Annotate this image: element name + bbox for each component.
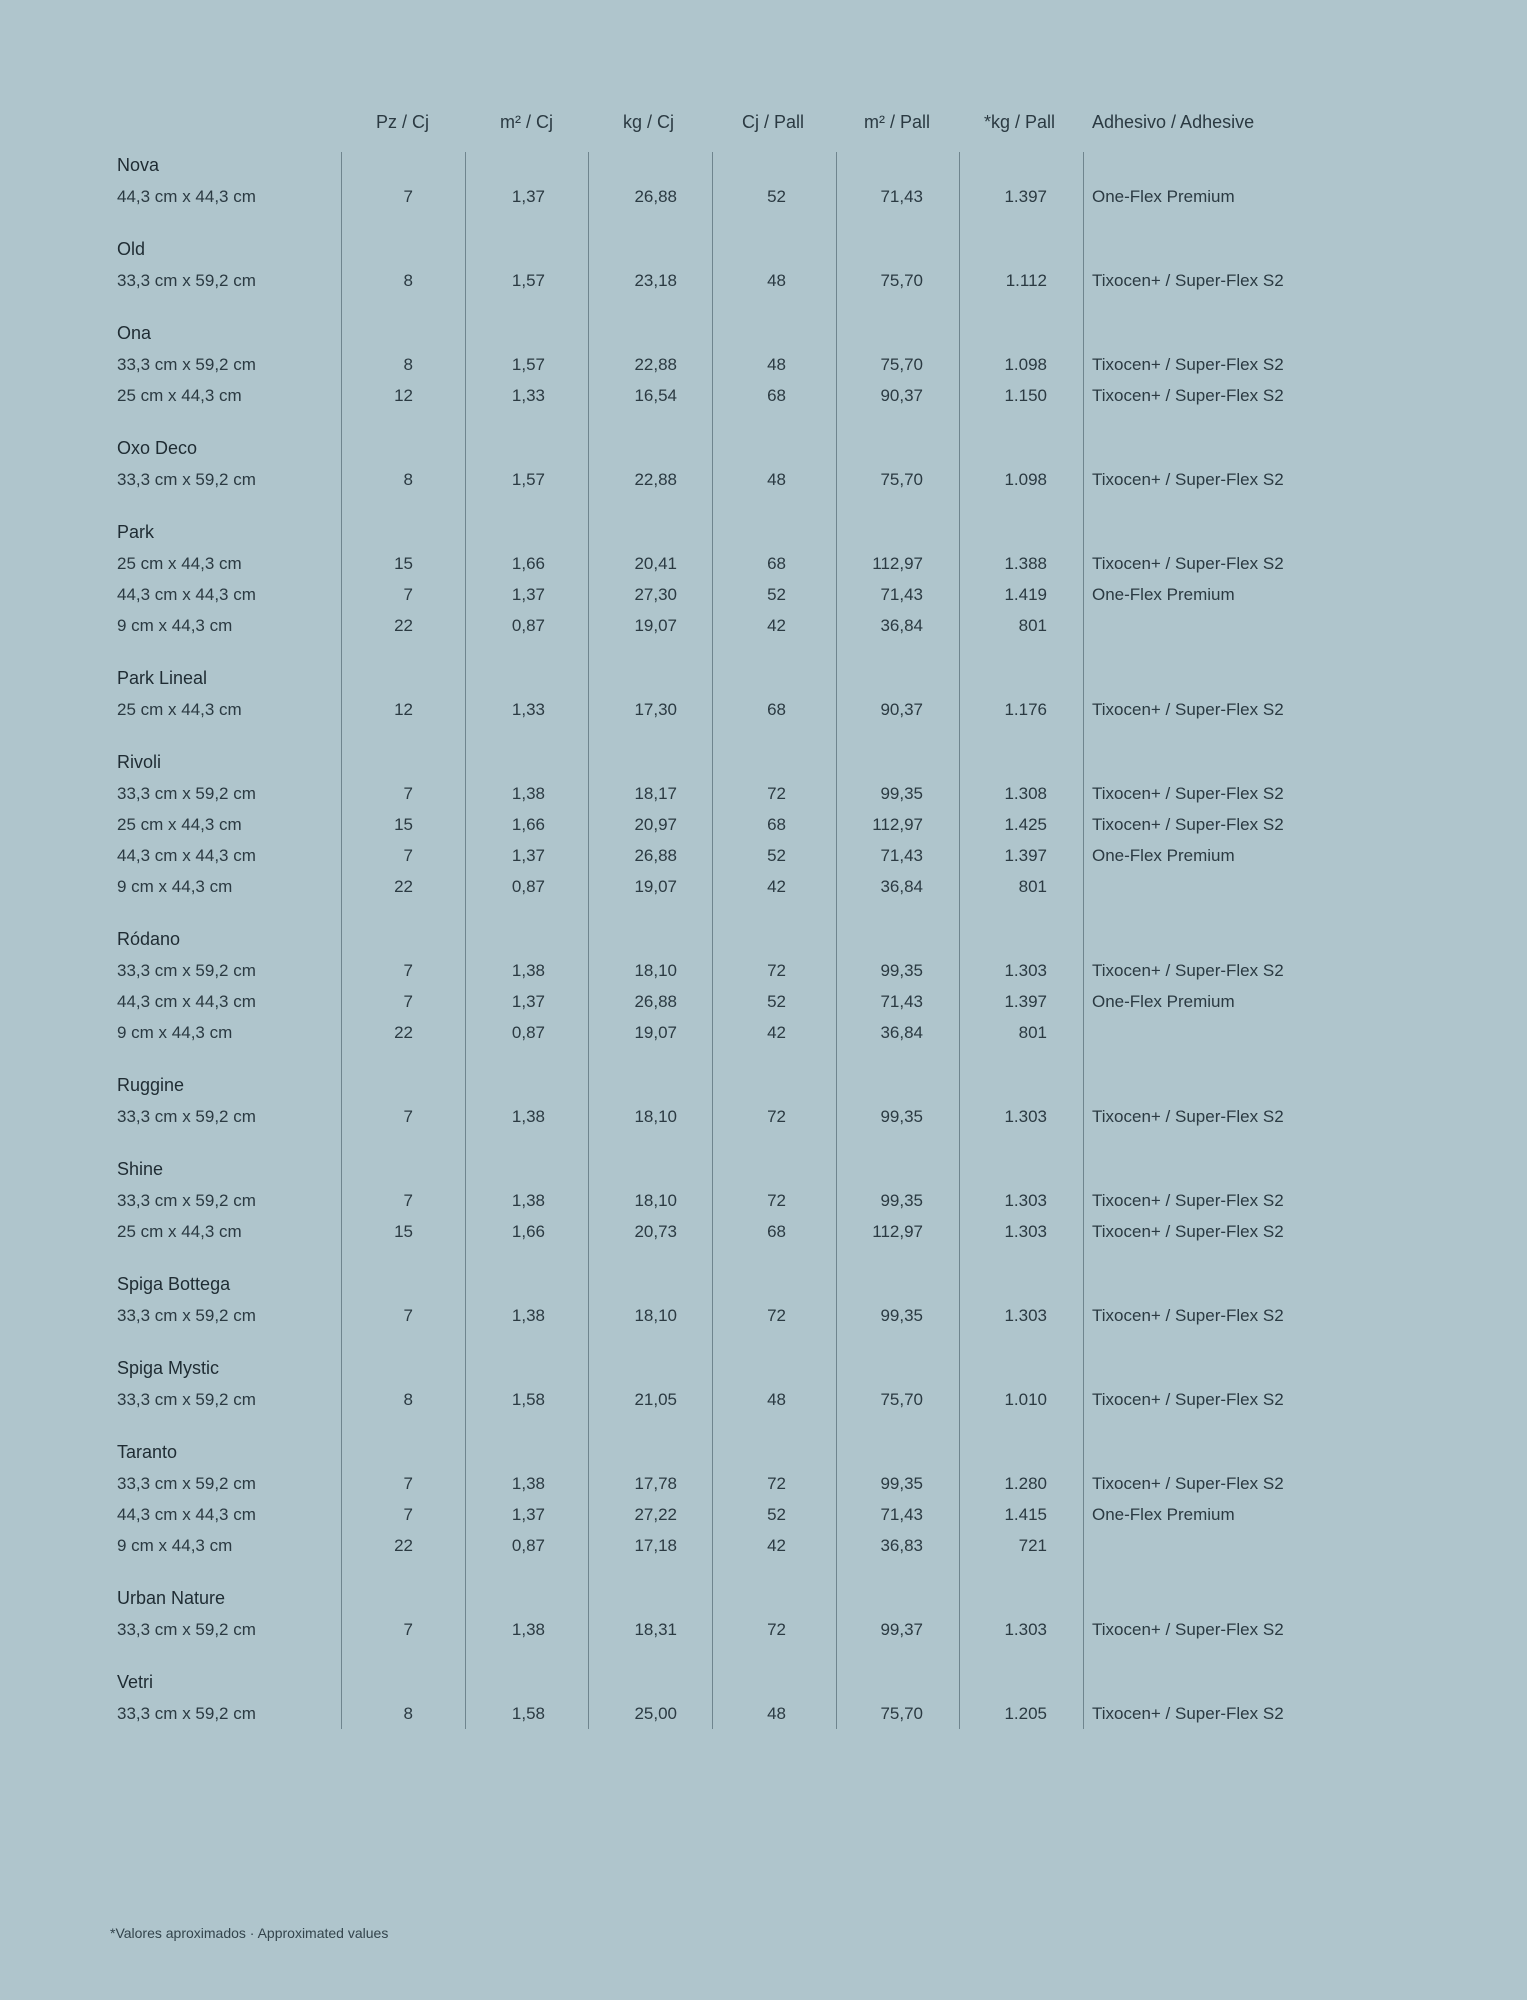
table-row [0,871,1527,902]
cell-size: 33,3 cm x 59,2 cm [117,1620,256,1639]
cell-size: 33,3 cm x 59,2 cm [117,961,256,980]
cell-pz-cj: 8 [403,1704,413,1723]
cell-kg-pall: 1.303 [1004,1191,1047,1210]
cell-m2-cj: 1,66 [511,815,545,834]
product-name: Nova [117,155,160,175]
cell-cj-pall: 42 [767,1023,786,1042]
cell-adhesive: Tixocen+ / Super-Flex S2 [1092,386,1284,405]
cell-adhesive: Tixocen+ / Super-Flex S2 [1092,1306,1284,1325]
cell-cj-pall: 68 [767,1222,786,1241]
cell-m2-pall: 99,35 [880,1191,923,1210]
cell-kg-pall: 1.388 [1004,554,1047,573]
cell-adhesive: Tixocen+ / Super-Flex S2 [1092,1704,1284,1723]
cell-m2-cj: 1,38 [511,1306,545,1325]
cell-m2-cj: 1,57 [511,355,545,374]
cell-pz-cj: 22 [394,877,413,896]
cell-kg-cj: 23,18 [634,271,677,290]
table-row [0,986,1527,1017]
cell-size: 9 cm x 44,3 cm [117,877,233,896]
cell-size: 44,3 cm x 44,3 cm [117,1505,256,1524]
cell-adhesive: Tixocen+ / Super-Flex S2 [1092,355,1284,374]
cell-adhesive: Tixocen+ / Super-Flex S2 [1092,700,1284,719]
cell-pz-cj: 7 [403,1306,413,1325]
cell-m2-cj: 1,38 [511,1107,545,1126]
product-name: Vetri [117,1672,154,1692]
cell-pz-cj: 7 [403,1620,413,1639]
cell-m2-pall: 99,35 [880,784,923,803]
cell-size: 33,3 cm x 59,2 cm [117,1390,256,1409]
cell-size: 33,3 cm x 59,2 cm [117,784,256,803]
cell-cj-pall: 72 [767,1107,786,1126]
header-kg-pall: *kg / Pall [984,112,1056,132]
table-row [0,840,1527,871]
cell-kg-cj: 26,88 [634,992,677,1011]
table-row [0,809,1527,840]
table-row [0,181,1527,212]
cell-kg-cj: 21,05 [634,1390,677,1409]
product-name: Taranto [117,1442,178,1462]
cell-m2-pall: 90,37 [880,700,923,719]
product-name: Ródano [117,929,181,949]
cell-adhesive: Tixocen+ / Super-Flex S2 [1092,554,1284,573]
table-row [0,1017,1527,1048]
product-group [0,517,1527,641]
product-group [0,234,1527,296]
cell-adhesive: Tixocen+ / Super-Flex S2 [1092,1474,1284,1493]
table-row [0,464,1527,495]
cell-cj-pall: 48 [767,1704,786,1723]
product-name: Spiga Mystic [117,1358,220,1378]
cell-cj-pall: 42 [767,877,786,896]
table-row [0,1384,1527,1415]
cell-cj-pall: 52 [767,187,786,206]
cell-m2-cj: 0,87 [511,877,545,896]
cell-adhesive: One-Flex Premium [1092,846,1235,865]
footnote: *Valores aproximados · Approximated values [110,1925,389,1941]
cell-size: 33,3 cm x 59,2 cm [117,470,256,489]
cell-m2-cj: 1,33 [511,700,545,719]
cell-size: 25 cm x 44,3 cm [117,1222,242,1241]
product-group [0,1154,1527,1247]
cell-kg-pall: 1.397 [1004,992,1047,1011]
cell-kg-cj: 19,07 [634,616,677,635]
cell-adhesive: Tixocen+ / Super-Flex S2 [1092,1191,1284,1210]
table-row [0,265,1527,296]
cell-kg-pall: 1.176 [1004,700,1047,719]
cell-kg-cj: 26,88 [634,187,677,206]
cell-pz-cj: 15 [394,1222,413,1241]
cell-kg-cj: 18,10 [634,1107,677,1126]
cell-size: 33,3 cm x 59,2 cm [117,1306,256,1325]
table-row [0,1216,1527,1247]
table-row [0,1468,1527,1499]
cell-m2-pall: 71,43 [880,585,923,604]
cell-adhesive: One-Flex Premium [1092,992,1235,1011]
table-row [0,1530,1527,1561]
cell-m2-cj: 1,37 [511,585,545,604]
product-name: Shine [117,1159,164,1179]
cell-pz-cj: 22 [394,1023,413,1042]
table-header [110,108,1350,138]
cell-cj-pall: 68 [767,700,786,719]
cell-m2-cj: 1,38 [511,784,545,803]
cell-pz-cj: 7 [403,961,413,980]
cell-kg-cj: 22,88 [634,470,677,489]
header-m2-pall: m² / Pall [864,112,931,132]
cell-pz-cj: 7 [403,784,413,803]
cell-m2-cj: 1,33 [511,386,545,405]
cell-kg-pall: 801 [1018,1023,1047,1042]
cell-pz-cj: 8 [403,271,413,290]
header-pz-cj: Pz / Cj [376,112,430,132]
cell-adhesive: Tixocen+ / Super-Flex S2 [1092,1107,1284,1126]
product-group [0,1583,1527,1645]
cell-pz-cj: 22 [394,616,413,635]
cell-m2-cj: 1,58 [511,1390,545,1409]
cell-kg-pall: 1.303 [1004,1222,1047,1241]
cell-size: 25 cm x 44,3 cm [117,386,242,405]
header-m2-cj: m² / Cj [500,112,553,132]
cell-cj-pall: 42 [767,616,786,635]
cell-kg-pall: 1.303 [1004,1107,1047,1126]
cell-size: 25 cm x 44,3 cm [117,554,242,573]
cell-size: 44,3 cm x 44,3 cm [117,992,256,1011]
header-cj-pall: Cj / Pall [742,112,805,132]
table-row [0,1614,1527,1645]
table-row [0,1300,1527,1331]
table-row [0,955,1527,986]
cell-kg-cj: 18,31 [634,1620,677,1639]
cell-m2-cj: 0,87 [511,1023,545,1042]
cell-kg-pall: 1.098 [1004,355,1047,374]
cell-pz-cj: 15 [394,554,413,573]
cell-m2-pall: 99,35 [880,1107,923,1126]
product-group [0,1437,1527,1561]
cell-kg-pall: 801 [1018,877,1047,896]
header-adhesive: Adhesivo / Adhesive [1092,112,1255,132]
cell-cj-pall: 72 [767,1620,786,1639]
cell-kg-pall: 1.425 [1004,815,1047,834]
cell-m2-pall: 36,84 [880,877,923,896]
cell-cj-pall: 72 [767,961,786,980]
cell-m2-cj: 1,66 [511,1222,545,1241]
cell-m2-pall: 71,43 [880,187,923,206]
cell-kg-pall: 1.010 [1004,1390,1047,1409]
cell-m2-pall: 99,35 [880,961,923,980]
cell-m2-cj: 1,66 [511,554,545,573]
cell-m2-pall: 71,43 [880,992,923,1011]
cell-m2-pall: 99,37 [880,1620,923,1639]
cell-pz-cj: 7 [403,187,413,206]
cell-adhesive: Tixocen+ / Super-Flex S2 [1092,961,1284,980]
cell-pz-cj: 12 [394,386,413,405]
cell-m2-cj: 1,38 [511,961,545,980]
cell-adhesive: Tixocen+ / Super-Flex S2 [1092,1620,1284,1639]
cell-kg-pall: 1.303 [1004,961,1047,980]
cell-kg-pall: 721 [1018,1536,1047,1555]
cell-adhesive: One-Flex Premium [1092,1505,1235,1524]
cell-kg-pall: 1.303 [1004,1306,1047,1325]
cell-m2-cj: 1,38 [511,1620,545,1639]
cell-adhesive: Tixocen+ / Super-Flex S2 [1092,815,1284,834]
cell-cj-pall: 52 [767,585,786,604]
product-table [0,150,1527,1751]
table-row [0,778,1527,809]
product-name: Ona [117,323,152,343]
cell-m2-cj: 0,87 [511,616,545,635]
cell-kg-cj: 19,07 [634,877,677,896]
cell-cj-pall: 68 [767,554,786,573]
cell-pz-cj: 7 [403,1107,413,1126]
cell-kg-cj: 27,30 [634,585,677,604]
cell-m2-pall: 112,97 [872,1222,923,1241]
cell-m2-cj: 0,87 [511,1536,545,1555]
cell-kg-cj: 17,30 [634,700,677,719]
cell-m2-pall: 36,84 [880,616,923,635]
product-name: Urban Nature [117,1588,226,1608]
cell-kg-cj: 25,00 [634,1704,677,1723]
cell-m2-cj: 1,37 [511,187,545,206]
cell-size: 44,3 cm x 44,3 cm [117,585,256,604]
cell-pz-cj: 7 [403,846,413,865]
cell-pz-cj: 15 [394,815,413,834]
cell-size: 33,3 cm x 59,2 cm [117,355,256,374]
cell-kg-cj: 17,78 [634,1474,677,1493]
table-row [0,349,1527,380]
table-row [0,1101,1527,1132]
table-row [0,1698,1527,1729]
product-group [0,747,1527,902]
cell-size: 25 cm x 44,3 cm [117,700,242,719]
cell-pz-cj: 7 [403,992,413,1011]
product-group [0,1070,1527,1132]
cell-m2-cj: 1,38 [511,1191,545,1210]
cell-size: 44,3 cm x 44,3 cm [117,846,256,865]
cell-size: 9 cm x 44,3 cm [117,1536,233,1555]
cell-size: 33,3 cm x 59,2 cm [117,271,256,290]
product-name: Oxo Deco [117,438,198,458]
cell-cj-pall: 68 [767,815,786,834]
cell-m2-pall: 71,43 [880,846,923,865]
cell-m2-pall: 36,83 [880,1536,923,1555]
cell-pz-cj: 7 [403,585,413,604]
table-row [0,1499,1527,1530]
product-group [0,924,1527,1048]
cell-kg-pall: 1.397 [1004,846,1047,865]
cell-m2-pall: 99,35 [880,1306,923,1325]
cell-m2-cj: 1,37 [511,846,545,865]
cell-adhesive: Tixocen+ / Super-Flex S2 [1092,1222,1284,1241]
cell-m2-cj: 1,37 [511,1505,545,1524]
cell-kg-cj: 26,88 [634,846,677,865]
cell-kg-cj: 18,17 [634,784,677,803]
cell-kg-cj: 16,54 [634,386,677,405]
cell-cj-pall: 52 [767,992,786,1011]
cell-size: 9 cm x 44,3 cm [117,616,233,635]
table-row [0,694,1527,725]
cell-size: 25 cm x 44,3 cm [117,815,242,834]
cell-cj-pall: 72 [767,1306,786,1325]
cell-m2-pall: 75,70 [880,1390,923,1409]
cell-kg-cj: 27,22 [634,1505,677,1524]
cell-pz-cj: 7 [403,1474,413,1493]
product-group [0,433,1527,495]
cell-size: 33,3 cm x 59,2 cm [117,1191,256,1210]
cell-kg-pall: 1.419 [1004,585,1047,604]
cell-pz-cj: 12 [394,700,413,719]
cell-pz-cj: 7 [403,1505,413,1524]
table-row [0,579,1527,610]
cell-cj-pall: 72 [767,1474,786,1493]
cell-kg-pall: 1.397 [1004,187,1047,206]
cell-kg-pall: 1.150 [1004,386,1047,405]
product-group [0,318,1527,411]
cell-m2-cj: 1,37 [511,992,545,1011]
cell-cj-pall: 72 [767,784,786,803]
cell-kg-cj: 20,73 [634,1222,677,1241]
cell-m2-pall: 75,70 [880,1704,923,1723]
cell-cj-pall: 68 [767,386,786,405]
product-name: Spiga Bottega [117,1274,231,1294]
product-group [0,1667,1527,1729]
cell-kg-cj: 18,10 [634,961,677,980]
cell-size: 33,3 cm x 59,2 cm [117,1107,256,1126]
product-name: Ruggine [117,1075,185,1095]
cell-kg-cj: 18,10 [634,1191,677,1210]
cell-pz-cj: 8 [403,1390,413,1409]
cell-kg-cj: 20,41 [634,554,677,573]
cell-kg-cj: 18,10 [634,1306,677,1325]
cell-pz-cj: 8 [403,470,413,489]
product-group [0,1353,1527,1415]
cell-m2-pall: 75,70 [880,470,923,489]
cell-size: 9 cm x 44,3 cm [117,1023,233,1042]
cell-m2-cj: 1,58 [511,1704,545,1723]
cell-adhesive: Tixocen+ / Super-Flex S2 [1092,470,1284,489]
cell-m2-cj: 1,57 [511,271,545,290]
cell-cj-pall: 42 [767,1536,786,1555]
cell-cj-pall: 48 [767,1390,786,1409]
cell-adhesive: Tixocen+ / Super-Flex S2 [1092,784,1284,803]
cell-kg-cj: 20,97 [634,815,677,834]
header-kg-cj: kg / Cj [623,112,675,132]
product-name: Park Lineal [117,668,208,688]
cell-size: 33,3 cm x 59,2 cm [117,1704,256,1723]
cell-cj-pall: 48 [767,355,786,374]
cell-adhesive: Tixocen+ / Super-Flex S2 [1092,1390,1284,1409]
cell-m2-pall: 75,70 [880,271,923,290]
cell-adhesive: One-Flex Premium [1092,187,1235,206]
cell-m2-pall: 71,43 [880,1505,923,1524]
cell-kg-pall: 1.112 [1005,271,1047,290]
cell-m2-pall: 90,37 [880,386,923,405]
cell-m2-cj: 1,38 [511,1474,545,1493]
cell-cj-pall: 48 [767,271,786,290]
cell-size: 44,3 cm x 44,3 cm [117,187,256,206]
cell-cj-pall: 48 [767,470,786,489]
product-group [0,663,1527,725]
table-row [0,548,1527,579]
cell-adhesive: One-Flex Premium [1092,585,1235,604]
cell-m2-pall: 112,97 [872,554,923,573]
cell-kg-pall: 801 [1018,616,1047,635]
cell-cj-pall: 52 [767,846,786,865]
cell-size: 33,3 cm x 59,2 cm [117,1474,256,1493]
cell-kg-pall: 1.098 [1004,470,1047,489]
cell-kg-pall: 1.415 [1004,1505,1047,1524]
product-group [0,150,1527,212]
cell-m2-pall: 99,35 [880,1474,923,1493]
cell-cj-pall: 72 [767,1191,786,1210]
cell-m2-pall: 75,70 [880,355,923,374]
product-name: Park [117,522,155,542]
cell-pz-cj: 7 [403,1191,413,1210]
cell-kg-pall: 1.205 [1004,1704,1047,1723]
cell-adhesive: Tixocen+ / Super-Flex S2 [1092,271,1284,290]
cell-kg-cj: 19,07 [634,1023,677,1042]
cell-kg-cj: 22,88 [634,355,677,374]
cell-m2-pall: 36,84 [880,1023,923,1042]
table-row [0,380,1527,411]
cell-m2-cj: 1,57 [511,470,545,489]
product-group [0,1269,1527,1331]
table-row [0,610,1527,641]
product-name: Old [117,239,146,259]
cell-m2-pall: 112,97 [872,815,923,834]
cell-pz-cj: 8 [403,355,413,374]
cell-kg-pall: 1.308 [1004,784,1047,803]
cell-kg-cj: 17,18 [634,1536,677,1555]
cell-cj-pall: 52 [767,1505,786,1524]
cell-kg-pall: 1.280 [1004,1474,1047,1493]
cell-pz-cj: 22 [394,1536,413,1555]
product-name: Rivoli [117,752,162,772]
table-row [0,1185,1527,1216]
cell-kg-pall: 1.303 [1004,1620,1047,1639]
